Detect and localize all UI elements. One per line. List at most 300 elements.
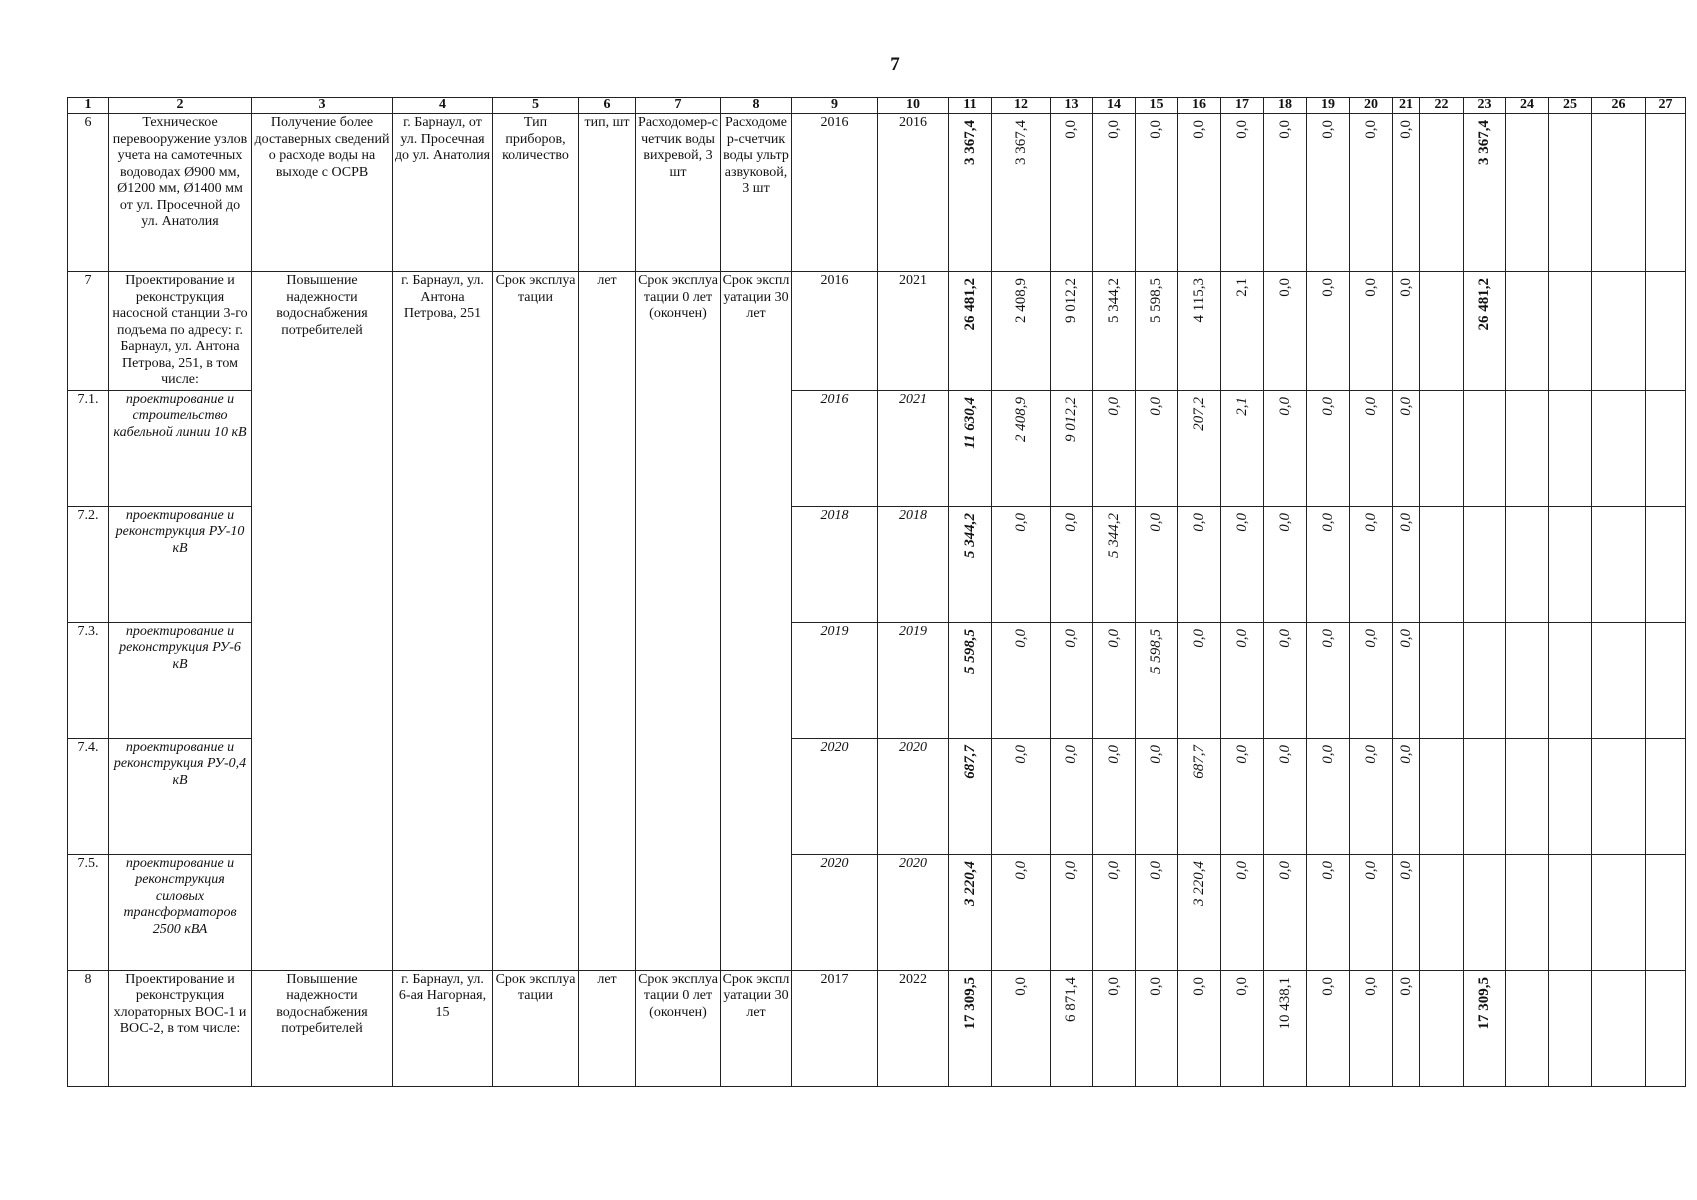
col-header: 19 xyxy=(1307,98,1350,114)
year-cost: 0,0 xyxy=(1319,860,1336,880)
empty-cell xyxy=(1646,854,1686,970)
empty-cell xyxy=(1549,114,1592,272)
project-location: г. Барнаул, ул. Антона Петрова, 251 xyxy=(393,272,493,971)
year-cost-cell xyxy=(1307,970,1350,1086)
year-cost-cell xyxy=(1350,970,1393,1086)
col-header: 11 xyxy=(949,98,992,114)
year-cost-cell xyxy=(1350,272,1393,391)
indicator-unit: тип, шт xyxy=(579,114,636,272)
empty-cell xyxy=(1506,272,1549,391)
year-cost-cell xyxy=(1136,854,1178,970)
year-cost: 0,0 xyxy=(1397,628,1414,648)
year-cost: 0,0 xyxy=(1148,120,1164,139)
year-cost: 0,0 xyxy=(1148,396,1164,416)
subproject-name: проектирование и реконструкция РУ-0,4 кВ xyxy=(109,738,252,854)
start-year: 2016 xyxy=(792,272,878,391)
value-before: Срок эксплуатации 0 лет (окончен) xyxy=(636,272,721,971)
value-after: Срок эксплуатации 30 лет xyxy=(721,970,792,1086)
empty-cell xyxy=(1506,738,1549,854)
year-cost: 9 012,2 xyxy=(1063,278,1079,323)
empty-cell xyxy=(1420,738,1464,854)
empty-cell xyxy=(1464,854,1506,970)
year-cost-cell xyxy=(1264,272,1307,391)
row-number: 7.4. xyxy=(68,738,109,854)
year-cost: 0,0 xyxy=(1190,628,1207,648)
column-number-row xyxy=(68,98,1686,114)
empty-cell xyxy=(1646,622,1686,738)
table-row xyxy=(68,272,1686,391)
year-cost: 0,0 xyxy=(1362,628,1379,648)
total-cost: 26 481,2 xyxy=(961,278,978,331)
empty-cell xyxy=(1592,390,1646,506)
year-cost-cell xyxy=(992,272,1051,391)
year-cost: 0,0 xyxy=(1012,976,1029,996)
row-number: 8 xyxy=(68,970,109,1086)
year-cost: 0,0 xyxy=(1362,744,1379,764)
year-cost-cell xyxy=(1393,390,1420,506)
year-cost-cell xyxy=(1051,114,1093,272)
total-cost-cell xyxy=(949,738,992,854)
col23-value: 3 367,4 xyxy=(1476,120,1492,165)
start-year: 2019 xyxy=(792,622,878,738)
year-cost-cell xyxy=(1136,114,1178,272)
table-row xyxy=(68,970,1686,1086)
empty-cell xyxy=(1549,390,1592,506)
year-cost-cell xyxy=(1264,114,1307,272)
year-cost: 0,0 xyxy=(1063,120,1079,139)
year-cost-cell xyxy=(1051,854,1093,970)
year-cost-cell xyxy=(1393,272,1420,391)
empty-cell xyxy=(1646,506,1686,622)
year-cost: 0,0 xyxy=(1012,744,1029,764)
col-header: 2 xyxy=(109,98,252,114)
empty-cell xyxy=(1420,506,1464,622)
year-cost: 2,1 xyxy=(1233,396,1250,416)
end-year: 2021 xyxy=(878,272,949,391)
year-cost: 0,0 xyxy=(1190,976,1207,996)
year-cost-cell xyxy=(992,114,1051,272)
year-cost-cell xyxy=(1093,738,1136,854)
year-cost-cell xyxy=(1178,622,1221,738)
col23-cell xyxy=(1464,272,1506,391)
row-number: 7.2. xyxy=(68,506,109,622)
empty-cell xyxy=(1549,622,1592,738)
empty-cell xyxy=(1592,970,1646,1086)
year-cost: 0,0 xyxy=(1319,628,1336,648)
year-cost: 0,0 xyxy=(1397,120,1414,139)
year-cost: 5 598,5 xyxy=(1148,278,1164,323)
year-cost: 0,0 xyxy=(1319,744,1336,764)
end-year: 2016 xyxy=(878,114,949,272)
year-cost-cell xyxy=(1264,622,1307,738)
col-header: 1 xyxy=(68,98,109,114)
col-header: 5 xyxy=(493,98,579,114)
empty-cell xyxy=(1646,970,1686,1086)
year-cost: 687,7 xyxy=(1190,744,1207,779)
year-cost: 0,0 xyxy=(1362,860,1379,880)
year-cost-cell xyxy=(1051,272,1093,391)
empty-cell xyxy=(1464,738,1506,854)
empty-cell xyxy=(1549,272,1592,391)
year-cost: 6 871,4 xyxy=(1063,976,1079,1022)
empty-cell xyxy=(1646,114,1686,272)
subproject-name: проектирование и реконструкция РУ-6 кВ xyxy=(109,622,252,738)
year-cost: 0,0 xyxy=(1319,976,1336,996)
col-header: 8 xyxy=(721,98,792,114)
col-header: 23 xyxy=(1464,98,1506,114)
col-header: 7 xyxy=(636,98,721,114)
year-cost: 3 220,4 xyxy=(1190,860,1207,906)
empty-cell xyxy=(1506,622,1549,738)
year-cost-cell xyxy=(1393,970,1420,1086)
year-cost: 207,2 xyxy=(1190,396,1207,431)
project-purpose: Повышение надежности водоснабжения потребителей xyxy=(252,272,393,971)
total-cost-cell xyxy=(949,114,992,272)
end-year: 2020 xyxy=(878,738,949,854)
year-cost-cell xyxy=(992,390,1051,506)
empty-cell xyxy=(1506,390,1549,506)
empty-cell xyxy=(1420,390,1464,506)
col-header: 17 xyxy=(1221,98,1264,114)
year-cost: 0,0 xyxy=(1276,744,1293,764)
col-header: 20 xyxy=(1350,98,1393,114)
col-header: 22 xyxy=(1420,98,1464,114)
empty-cell xyxy=(1592,854,1646,970)
empty-cell xyxy=(1420,854,1464,970)
year-cost-cell xyxy=(1178,390,1221,506)
year-cost-cell xyxy=(1221,390,1264,506)
project-name: Проектирование и реконструкция насосной станции 3-го подъема по адресу: г. Барнаул, ул. Антона Петрова, 251, в том числе: xyxy=(109,272,252,391)
year-cost: 0,0 xyxy=(1276,512,1293,532)
total-cost-cell xyxy=(949,970,992,1086)
year-cost-cell xyxy=(1051,738,1093,854)
year-cost: 2,1 xyxy=(1233,278,1250,297)
total-cost: 11 630,4 xyxy=(961,396,978,449)
row-number: 7.5. xyxy=(68,854,109,970)
empty-cell xyxy=(1592,738,1646,854)
project-name: Техническое перевооружение узлов учета на самотечных водоводах Ø900 мм, Ø1200 мм, Ø1400 мм от ул. Просечной до ул. Анатолия xyxy=(109,114,252,272)
value-after: Расходомер-счетчик воды ультразвуковой, 3 шт xyxy=(721,114,792,272)
year-cost: 0,0 xyxy=(1105,860,1122,880)
year-cost: 0,0 xyxy=(1148,512,1164,532)
col-header: 3 xyxy=(252,98,393,114)
year-cost: 5 598,5 xyxy=(1148,628,1164,674)
empty-cell xyxy=(1549,970,1592,1086)
year-cost: 0,0 xyxy=(1063,744,1079,764)
row-number: 6 xyxy=(68,114,109,272)
year-cost-cell xyxy=(1264,970,1307,1086)
col23-value: 17 309,5 xyxy=(1476,976,1492,1029)
year-cost-cell xyxy=(1264,738,1307,854)
year-cost-cell xyxy=(1393,114,1420,272)
total-cost: 5 598,5 xyxy=(961,628,978,674)
start-year: 2018 xyxy=(792,506,878,622)
indicator-unit: лет xyxy=(579,970,636,1086)
empty-cell xyxy=(1549,854,1592,970)
empty-cell xyxy=(1549,738,1592,854)
total-cost: 687,7 xyxy=(961,744,978,779)
empty-cell xyxy=(1646,272,1686,391)
empty-cell xyxy=(1506,114,1549,272)
year-cost-cell xyxy=(1350,854,1393,970)
year-cost: 0,0 xyxy=(1012,860,1029,880)
year-cost: 0,0 xyxy=(1362,512,1379,532)
year-cost-cell xyxy=(1093,272,1136,391)
total-cost-cell xyxy=(949,272,992,391)
empty-cell xyxy=(1420,622,1464,738)
subproject-name: проектирование и строительство кабельной линии 10 кВ xyxy=(109,390,252,506)
empty-cell xyxy=(1646,738,1686,854)
col-header: 16 xyxy=(1178,98,1221,114)
year-cost-cell xyxy=(1221,854,1264,970)
year-cost-cell xyxy=(1178,970,1221,1086)
col-header: 18 xyxy=(1264,98,1307,114)
empty-cell xyxy=(1592,114,1646,272)
year-cost: 3 367,4 xyxy=(1012,120,1029,165)
total-cost: 3 220,4 xyxy=(961,860,978,906)
col22-cell xyxy=(1420,970,1464,1086)
value-before: Срок эксплуатации 0 лет (окончен) xyxy=(636,970,721,1086)
year-cost-cell xyxy=(1350,114,1393,272)
year-cost: 0,0 xyxy=(1105,744,1122,764)
year-cost-cell xyxy=(1178,506,1221,622)
year-cost: 9 012,2 xyxy=(1063,396,1079,442)
table-row xyxy=(68,114,1686,272)
col-header: 21 xyxy=(1393,98,1420,114)
year-cost: 0,0 xyxy=(1233,120,1250,139)
start-year: 2020 xyxy=(792,738,878,854)
year-cost: 0,0 xyxy=(1276,120,1293,139)
year-cost-cell xyxy=(1307,622,1350,738)
year-cost: 0,0 xyxy=(1233,744,1250,764)
investment-program-table xyxy=(67,97,1686,1087)
year-cost: 0,0 xyxy=(1362,976,1379,996)
year-cost: 0,0 xyxy=(1063,512,1079,532)
total-cost-cell xyxy=(949,854,992,970)
year-cost-cell xyxy=(1051,506,1093,622)
year-cost: 0,0 xyxy=(1276,396,1293,416)
empty-cell xyxy=(1464,506,1506,622)
row-number: 7.1. xyxy=(68,390,109,506)
col22-cell xyxy=(1420,114,1464,272)
year-cost-cell xyxy=(1393,738,1420,854)
end-year: 2022 xyxy=(878,970,949,1086)
year-cost-cell xyxy=(992,970,1051,1086)
year-cost-cell xyxy=(1136,738,1178,854)
year-cost: 0,0 xyxy=(1276,628,1293,648)
project-purpose: Повышение надежности водоснабжения потребителей xyxy=(252,970,393,1086)
year-cost-cell xyxy=(992,506,1051,622)
total-cost: 17 309,5 xyxy=(961,976,978,1029)
year-cost-cell xyxy=(1350,622,1393,738)
year-cost-cell xyxy=(1307,738,1350,854)
start-year: 2016 xyxy=(792,114,878,272)
value-after: Срок эксплуатации 30 лет xyxy=(721,272,792,971)
year-cost: 10 438,1 xyxy=(1276,976,1293,1029)
empty-cell xyxy=(1506,506,1549,622)
year-cost-cell xyxy=(1307,506,1350,622)
year-cost: 0,0 xyxy=(1397,976,1414,996)
indicator-unit: лет xyxy=(579,272,636,971)
row-number: 7.3. xyxy=(68,622,109,738)
year-cost-cell xyxy=(1136,272,1178,391)
year-cost: 2 408,9 xyxy=(1012,396,1029,442)
project-name: Проектирование и реконструкция хлораторных ВОС-1 и ВОС-2, в том числе: xyxy=(109,970,252,1086)
year-cost: 0,0 xyxy=(1148,744,1164,764)
year-cost: 0,0 xyxy=(1397,512,1414,532)
col-header: 15 xyxy=(1136,98,1178,114)
year-cost-cell xyxy=(1093,390,1136,506)
empty-cell xyxy=(1506,854,1549,970)
col-header: 4 xyxy=(393,98,493,114)
year-cost-cell xyxy=(1136,390,1178,506)
year-cost-cell xyxy=(1221,272,1264,391)
col-header: 25 xyxy=(1549,98,1592,114)
empty-cell xyxy=(1592,622,1646,738)
year-cost-cell xyxy=(1350,390,1393,506)
year-cost: 0,0 xyxy=(1397,278,1414,297)
project-location: г. Барнаул, от ул. Просечная до ул. Анатолия xyxy=(393,114,493,272)
empty-cell xyxy=(1506,970,1549,1086)
col23-value: 26 481,2 xyxy=(1476,278,1492,331)
project-location: г. Барнаул, ул. 6-ая Нагорная, 15 xyxy=(393,970,493,1086)
year-cost-cell xyxy=(1393,854,1420,970)
year-cost-cell xyxy=(1178,114,1221,272)
year-cost-cell xyxy=(1221,738,1264,854)
year-cost-cell xyxy=(1178,738,1221,854)
year-cost: 0,0 xyxy=(1319,278,1336,297)
col23-cell xyxy=(1464,970,1506,1086)
year-cost-cell xyxy=(1093,970,1136,1086)
year-cost-cell xyxy=(1221,970,1264,1086)
end-year: 2021 xyxy=(878,390,949,506)
year-cost: 0,0 xyxy=(1276,278,1293,297)
year-cost-cell xyxy=(1307,854,1350,970)
year-cost: 0,0 xyxy=(1233,512,1250,532)
year-cost: 0,0 xyxy=(1276,860,1293,880)
year-cost: 0,0 xyxy=(1233,628,1250,648)
year-cost-cell xyxy=(1307,390,1350,506)
year-cost: 0,0 xyxy=(1233,860,1250,880)
year-cost: 0,0 xyxy=(1319,396,1336,416)
empty-cell xyxy=(1592,506,1646,622)
start-year: 2016 xyxy=(792,390,878,506)
indicator-name: Срок эксплуатации xyxy=(493,272,579,971)
col-header: 14 xyxy=(1093,98,1136,114)
year-cost: 0,0 xyxy=(1148,976,1164,996)
empty-cell xyxy=(1592,272,1646,391)
year-cost-cell xyxy=(1264,854,1307,970)
start-year: 2017 xyxy=(792,970,878,1086)
year-cost: 0,0 xyxy=(1105,396,1122,416)
year-cost: 0,0 xyxy=(1190,512,1207,532)
year-cost-cell xyxy=(992,622,1051,738)
year-cost: 0,0 xyxy=(1319,512,1336,532)
year-cost-cell xyxy=(1264,390,1307,506)
year-cost: 0,0 xyxy=(1190,120,1207,139)
year-cost-cell xyxy=(1093,854,1136,970)
subproject-name: проектирование и реконструкция силовых трансформаторов 2500 кВА xyxy=(109,854,252,970)
col-header: 9 xyxy=(792,98,878,114)
year-cost-cell xyxy=(1136,506,1178,622)
year-cost-cell xyxy=(992,738,1051,854)
year-cost: 0,0 xyxy=(1063,860,1079,880)
col-header: 6 xyxy=(579,98,636,114)
end-year: 2019 xyxy=(878,622,949,738)
indicator-name: Срок эксплуатации xyxy=(493,970,579,1086)
year-cost: 0,0 xyxy=(1362,120,1379,139)
project-purpose: Получение более доставерных сведений о расходе воды на выходе с ОСРВ xyxy=(252,114,393,272)
year-cost: 0,0 xyxy=(1362,396,1379,416)
col-header: 13 xyxy=(1051,98,1093,114)
year-cost-cell xyxy=(1136,622,1178,738)
year-cost-cell xyxy=(1093,622,1136,738)
empty-cell xyxy=(1549,506,1592,622)
year-cost-cell xyxy=(1350,506,1393,622)
year-cost-cell xyxy=(992,854,1051,970)
year-cost-cell xyxy=(1393,506,1420,622)
year-cost-cell xyxy=(1307,114,1350,272)
col-header: 27 xyxy=(1646,98,1686,114)
year-cost: 0,0 xyxy=(1105,120,1122,139)
end-year: 2018 xyxy=(878,506,949,622)
year-cost-cell xyxy=(1221,506,1264,622)
year-cost-cell xyxy=(1393,622,1420,738)
col23-cell xyxy=(1464,114,1506,272)
page-number: 7 xyxy=(890,54,900,75)
year-cost: 0,0 xyxy=(1148,860,1164,880)
year-cost-cell xyxy=(1350,738,1393,854)
col-header: 12 xyxy=(992,98,1051,114)
year-cost-cell xyxy=(1221,114,1264,272)
year-cost-cell xyxy=(1136,970,1178,1086)
year-cost-cell xyxy=(1093,114,1136,272)
year-cost-cell xyxy=(1051,622,1093,738)
year-cost: 5 344,2 xyxy=(1105,278,1122,323)
year-cost: 2 408,9 xyxy=(1012,278,1029,323)
empty-cell xyxy=(1646,390,1686,506)
year-cost: 0,0 xyxy=(1063,628,1079,648)
year-cost-cell xyxy=(1178,854,1221,970)
end-year: 2020 xyxy=(878,854,949,970)
col-header: 26 xyxy=(1592,98,1646,114)
total-cost-cell xyxy=(949,390,992,506)
year-cost-cell xyxy=(1264,506,1307,622)
year-cost: 0,0 xyxy=(1105,976,1122,996)
year-cost-cell xyxy=(1221,622,1264,738)
year-cost: 0,0 xyxy=(1362,278,1379,297)
year-cost-cell xyxy=(1051,970,1093,1086)
value-before: Расходомер-счетчик воды вихревой, 3 шт xyxy=(636,114,721,272)
total-cost-cell xyxy=(949,622,992,738)
col-header: 10 xyxy=(878,98,949,114)
year-cost: 0,0 xyxy=(1397,744,1414,764)
year-cost-cell xyxy=(1307,272,1350,391)
empty-cell xyxy=(1464,622,1506,738)
year-cost: 0,0 xyxy=(1397,860,1414,880)
year-cost-cell xyxy=(1178,272,1221,391)
subproject-name: проектирование и реконструкция РУ-10 кВ xyxy=(109,506,252,622)
start-year: 2020 xyxy=(792,854,878,970)
year-cost-cell xyxy=(1093,506,1136,622)
total-cost: 5 344,2 xyxy=(961,512,978,558)
col22-cell xyxy=(1420,272,1464,391)
year-cost: 0,0 xyxy=(1012,628,1029,648)
year-cost-cell xyxy=(1051,390,1093,506)
year-cost: 0,0 xyxy=(1319,120,1336,139)
year-cost: 0,0 xyxy=(1105,628,1122,648)
total-cost: 3 367,4 xyxy=(961,120,978,165)
